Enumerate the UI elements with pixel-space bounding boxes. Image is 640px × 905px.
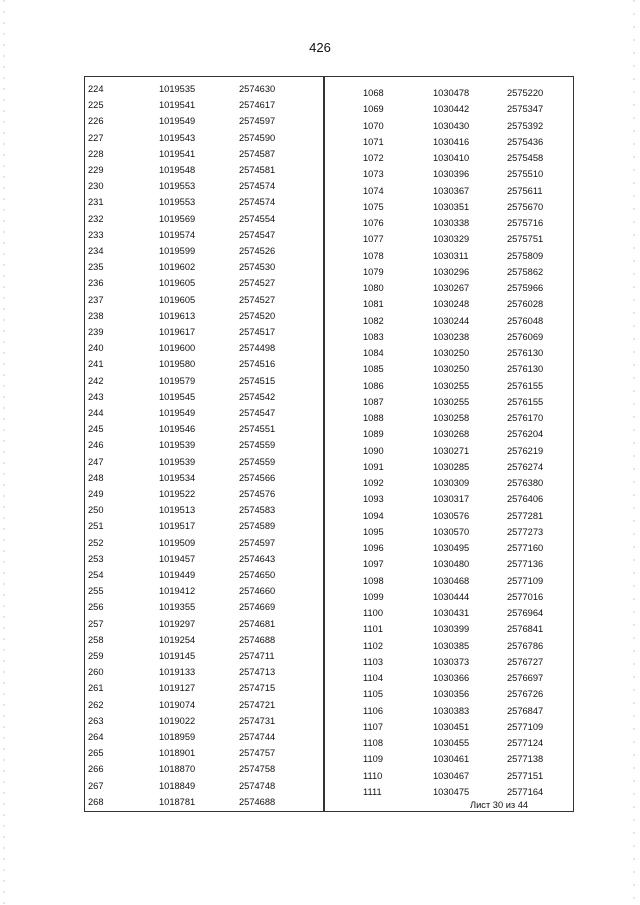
right-table-row: 1104 1030366 2576697 xyxy=(363,673,544,683)
right-table-row: 1073 1030396 2575510 xyxy=(363,169,544,180)
left-table-row: 259 1019145 2574711 xyxy=(85,648,575,664)
left-table-row: 247 1019539 2574559 xyxy=(85,454,575,470)
right-table-row: 1069 1030442 2575347 xyxy=(363,104,544,115)
right-table-row: 1111 1030475 2577164 xyxy=(363,786,544,797)
left-point-number: 242 xyxy=(88,375,104,386)
column-divider xyxy=(323,76,325,812)
left-point-number: 259 xyxy=(88,651,104,661)
left-table-row: 248 1019534 2574566 xyxy=(85,470,575,486)
left-table-row: 263 1019022 2574731 xyxy=(85,713,575,729)
left-table-row: 266 1018870 2574758 xyxy=(85,761,575,777)
left-point-number: 238 xyxy=(88,310,104,321)
left-table-row: 237 1019605 2574527 xyxy=(85,292,575,308)
left-table-row: 242 1019579 2574515 xyxy=(85,373,575,389)
left-table-row: 226 1019549 2574597 xyxy=(85,113,575,129)
left-table-row: 252 1019509 2574597 xyxy=(85,535,575,551)
left-table-row: 265 1018901 2574757 xyxy=(85,745,575,761)
left-point-number: 262 xyxy=(88,699,104,710)
left-point-number: 232 xyxy=(88,213,104,224)
left-point-number: 245 xyxy=(88,424,104,435)
left-table-row: 233 1019574 2574547 xyxy=(85,227,575,243)
left-table-row: 227 1019543 2574590 xyxy=(85,130,575,146)
left-table-row: 234 1019599 2574526 xyxy=(85,243,575,259)
left-table-row: 264 1018959 2574744 xyxy=(85,729,575,745)
left-table-row: 257 1019297 2574681 xyxy=(85,616,575,632)
left-point-number: 225 xyxy=(88,100,104,111)
left-point-number: 263 xyxy=(88,715,104,726)
left-point-number: 228 xyxy=(88,148,104,159)
left-table-row: 261 1019127 2574715 xyxy=(85,680,575,696)
right-table-row: 1092 1030309 2576380 xyxy=(363,478,544,488)
left-point-number: 256 xyxy=(88,602,104,613)
left-point-number: 229 xyxy=(88,165,104,175)
left-point-number: 230 xyxy=(88,181,104,192)
right-table-row: 1076 1030338 2575716 xyxy=(363,218,544,228)
right-table-row: 1070 1030430 2575392 xyxy=(363,120,544,131)
right-table-row: 1072 1030410 2575458 xyxy=(363,153,544,163)
left-table-row: 241 1019580 2574516 xyxy=(85,356,575,372)
left-table-row: 253 1019457 2574643 xyxy=(85,551,575,567)
left-table-row: 254 1019449 2574650 xyxy=(85,567,575,583)
right-table-row: 1083 1030238 2576069 xyxy=(363,331,544,342)
left-table-row: 231 1019553 2574574 xyxy=(85,194,575,210)
left-table-row: 250 1019513 2574583 xyxy=(85,502,575,518)
right-table-row: 1107 1030451 2577109 xyxy=(363,721,544,732)
right-table-row: 1087 1030255 2576155 xyxy=(363,396,544,407)
page-number: 426 xyxy=(309,40,331,55)
left-table-row: 268 1018781 2574688 xyxy=(85,794,575,810)
left-table-row: 256 1019355 2574669 xyxy=(85,599,575,615)
left-point-number: 253 xyxy=(88,553,104,564)
left-table-row: 224 1019535 2574630 xyxy=(85,81,575,97)
right-table-row: 1084 1030250 2576130 xyxy=(363,348,544,358)
left-point-number: 240 xyxy=(88,343,104,354)
left-point-number: 227 xyxy=(88,132,104,143)
left-point-number: 254 xyxy=(88,570,104,580)
sheet-footer: Лист 30 из 44 xyxy=(470,800,529,810)
left-table-row: 267 1018849 2574748 xyxy=(85,778,575,794)
left-point-number: 224 xyxy=(88,84,104,94)
left-table-row: 238 1019613 2574520 xyxy=(85,308,575,324)
left-point-number: 249 xyxy=(88,489,104,499)
left-table-row: 251 1019517 2574589 xyxy=(85,518,575,534)
right-table-row: 1099 1030444 2577016 xyxy=(363,591,544,602)
left-point-number: 246 xyxy=(88,440,104,451)
left-point-number: 241 xyxy=(88,359,104,370)
right-table-row: 1078 1030311 2575809 xyxy=(363,250,544,261)
right-table-row: 1095 1030570 2577273 xyxy=(363,526,544,537)
left-point-number: 247 xyxy=(88,456,104,467)
right-table-row: 1103 1030373 2576727 xyxy=(363,656,544,667)
left-table-row: 249 1019522 2574576 xyxy=(85,486,575,502)
left-point-number: 244 xyxy=(88,408,104,418)
right-table-row: 1094 1030576 2577281 xyxy=(363,510,544,521)
left-point-number: 235 xyxy=(88,262,104,273)
left-point-number: 233 xyxy=(88,229,104,240)
left-point-number: 260 xyxy=(88,667,104,678)
left-point-number: 255 xyxy=(88,586,104,597)
right-table-row: 1085 1030250 2576130 xyxy=(363,364,544,375)
left-point-number: 250 xyxy=(88,505,104,516)
right-table-row: 1097 1030480 2577136 xyxy=(363,559,544,570)
left-table-row: 262 1019074 2574721 xyxy=(85,697,575,713)
left-point-number: 257 xyxy=(88,618,104,629)
right-table-row: 1068 1030478 2575220 xyxy=(363,88,544,98)
left-table-row: 225 1019541 2574617 xyxy=(85,97,575,113)
left-point-number: 252 xyxy=(88,537,104,548)
right-table-row: 1096 1030495 2577160 xyxy=(363,543,544,553)
left-point-number: 265 xyxy=(88,748,104,759)
left-table-row: 230 1019553 2574574 xyxy=(85,178,575,194)
right-table-row: 1108 1030455 2577124 xyxy=(363,738,544,748)
left-point-number: 226 xyxy=(88,116,104,127)
right-table-row: 1086 1030255 2576155 xyxy=(363,380,544,391)
right-table-row: 1080 1030267 2575966 xyxy=(363,283,544,293)
right-table-row: 1079 1030296 2575862 xyxy=(363,266,544,277)
right-table-row: 1090 1030271 2576219 xyxy=(363,445,544,456)
left-point-number: 236 xyxy=(88,278,104,289)
left-point-number: 237 xyxy=(88,294,104,305)
right-table-row: 1101 1030399 2576841 xyxy=(363,624,544,635)
coordinates-table xyxy=(84,76,574,812)
left-point-number: 251 xyxy=(88,521,104,532)
right-table-row: 1093 1030317 2576406 xyxy=(363,494,544,505)
right-table-row: 1098 1030468 2577109 xyxy=(363,575,544,586)
left-point-number: 239 xyxy=(88,327,104,337)
left-point-number: 264 xyxy=(88,732,104,742)
left-point-number: 266 xyxy=(88,764,104,775)
left-table-row: 232 1019569 2574554 xyxy=(85,211,575,227)
left-table-row: 236 1019605 2574527 xyxy=(85,275,575,291)
right-table-row: 1082 1030244 2576048 xyxy=(363,315,544,326)
right-table-row: 1077 1030329 2575751 xyxy=(363,234,544,245)
left-point-number: 243 xyxy=(88,391,104,402)
right-table-row: 1091 1030285 2576274 xyxy=(363,461,544,472)
left-table-row: 258 1019254 2574688 xyxy=(85,632,575,648)
right-table-row: 1089 1030268 2576204 xyxy=(363,429,544,440)
left-point-number: 234 xyxy=(88,246,104,256)
left-point-number: 258 xyxy=(88,634,104,645)
right-table-row: 1106 1030383 2576847 xyxy=(363,705,544,716)
left-point-number: 267 xyxy=(88,780,104,791)
left-table-row: 229 1019548 2574581 xyxy=(85,162,575,178)
right-table-row: 1081 1030248 2576028 xyxy=(363,299,544,310)
right-table-row: 1075 1030351 2575670 xyxy=(363,201,544,212)
left-table-row: 245 1019546 2574551 xyxy=(85,421,575,437)
left-table-row: 260 1019133 2574713 xyxy=(85,664,575,680)
right-table-row: 1102 1030385 2576786 xyxy=(363,640,544,651)
left-table-row: 239 1019617 2574517 xyxy=(85,324,575,340)
left-point-number: 248 xyxy=(88,472,104,483)
left-table-row: 228 1019541 2574587 xyxy=(85,146,575,162)
right-table-row: 1088 1030258 2576170 xyxy=(363,413,544,423)
right-table-row: 1110 1030467 2577151 xyxy=(363,770,544,781)
right-table-row: 1071 1030416 2575436 xyxy=(363,136,544,147)
left-point-number: 268 xyxy=(88,796,104,807)
left-table-row: 235 1019602 2574530 xyxy=(85,259,575,275)
left-table-row: 244 1019549 2574547 xyxy=(85,405,575,421)
right-table-row: 1105 1030356 2576726 xyxy=(363,689,544,700)
left-table-row: 246 1019539 2574559 xyxy=(85,437,575,453)
left-point-number: 261 xyxy=(88,683,104,694)
left-table-row: 255 1019412 2574660 xyxy=(85,583,575,599)
right-table-row: 1074 1030367 2575611 xyxy=(363,185,543,196)
left-table-row: 243 1019545 2574542 xyxy=(85,389,575,405)
right-table-row: 1100 1030431 2576964 xyxy=(363,608,544,618)
right-table-row: 1109 1030461 2577138 xyxy=(363,754,544,765)
left-table-row: 240 1019600 2574498 xyxy=(85,340,575,356)
left-point-number: 231 xyxy=(88,197,104,208)
